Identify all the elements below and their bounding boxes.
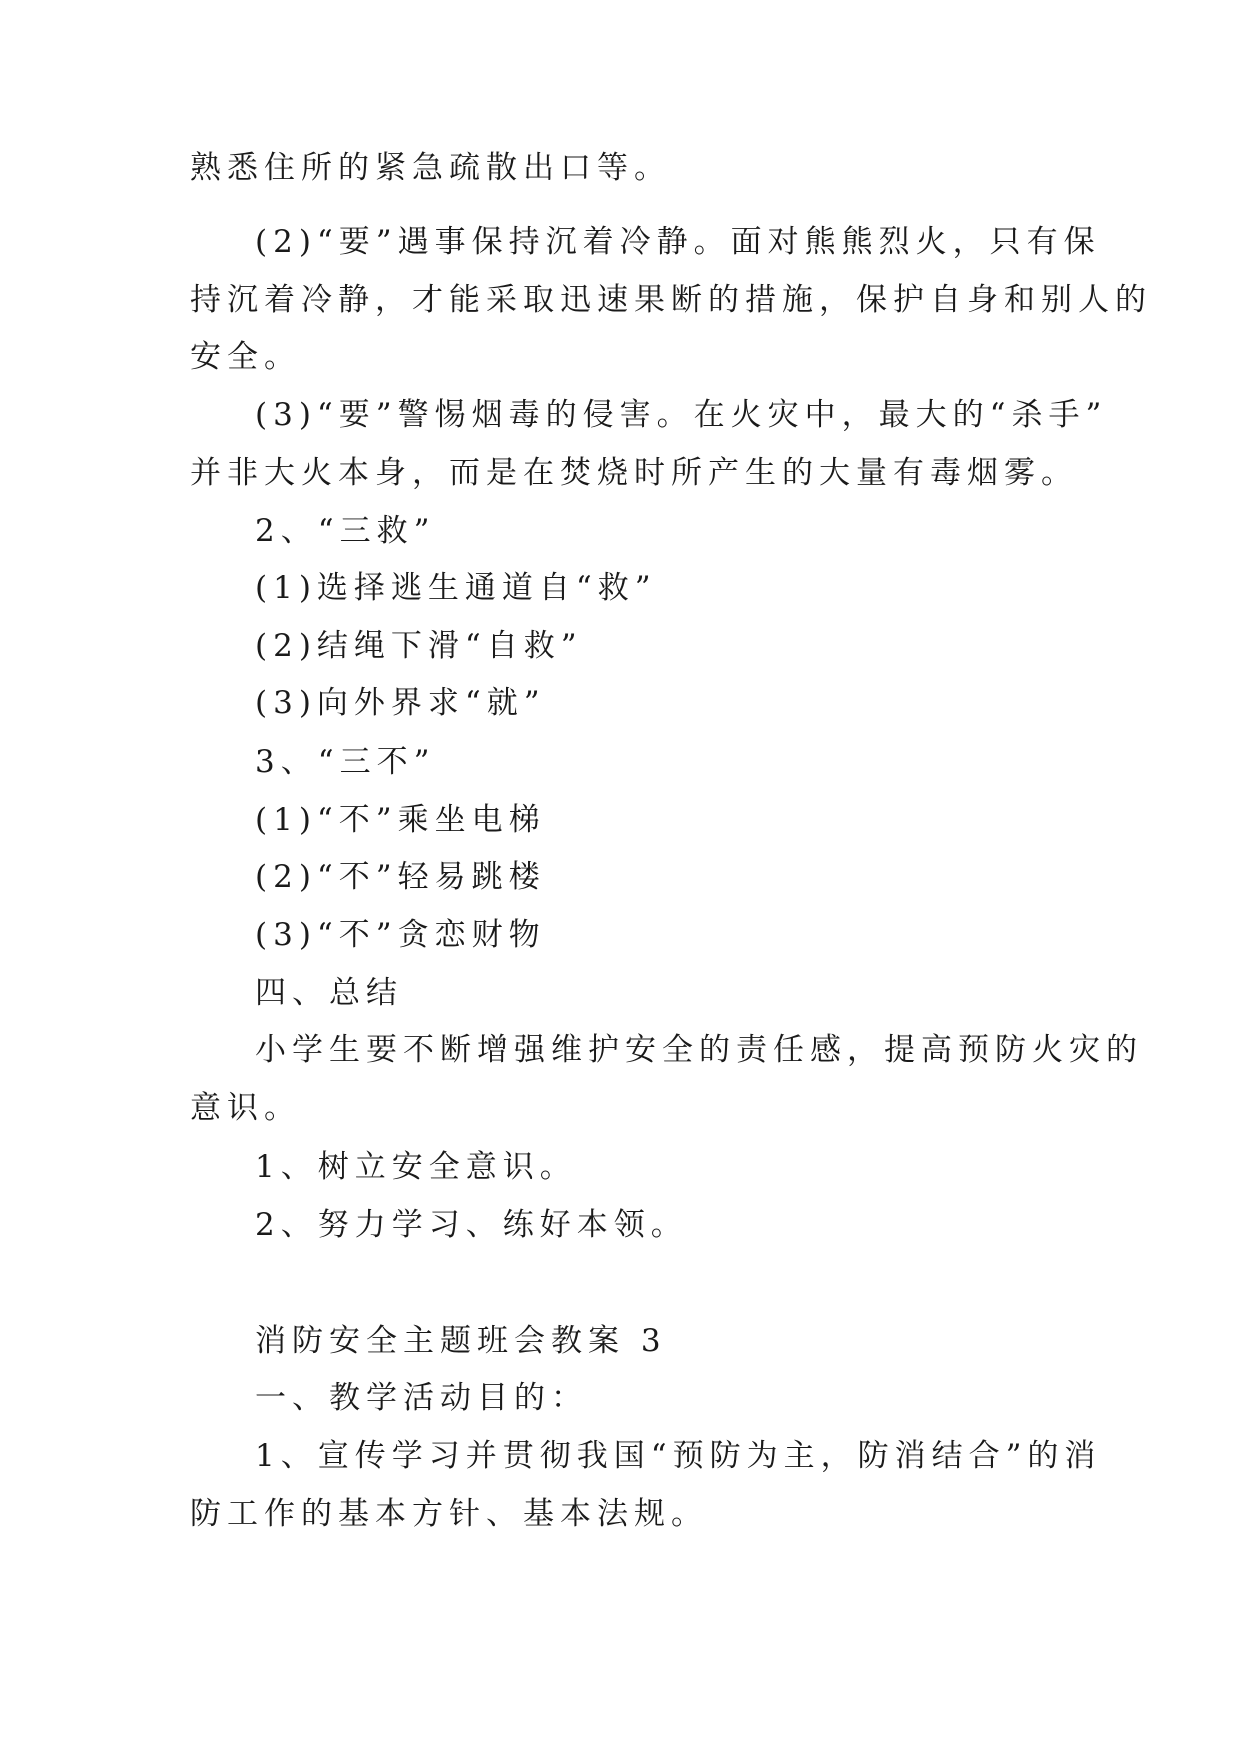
text-line: 并非大火本身，而是在焚烧时所产生的大量有毒烟雾。 — [190, 455, 1078, 491]
text-line: (3)“要”警惕烟毒的侵害。在火灾中，最大的“杀手” — [255, 397, 1108, 433]
text-line: 1、树立安全意识。 — [255, 1149, 577, 1185]
section-heading: 一、教学活动目的： — [255, 1380, 588, 1416]
section-heading: 四、总结 — [255, 975, 403, 1011]
text-line: 安全。 — [190, 339, 301, 375]
section-heading: 2、“三救” — [255, 513, 436, 549]
text-line: (3)“不”贪恋财物 — [255, 917, 546, 953]
document-title: 消防安全主题班会教案 3 — [255, 1323, 667, 1359]
text-line: 1、宣传学习并贯彻我国“预防为主，防消结合”的消 — [255, 1438, 1102, 1474]
section-heading: 3、“三不” — [255, 744, 436, 780]
text-line: (1)选择逃生通道自“救” — [255, 570, 657, 606]
text-line: 小学生要不断增强维护安全的责任感，提高预防火灾的 — [255, 1032, 1143, 1068]
text-line: (3)向外界求“就” — [255, 685, 546, 721]
text-line: 防工作的基本方针、基本法规。 — [190, 1496, 708, 1532]
text-line: (1)“不”乘坐电梯 — [255, 802, 546, 838]
text-line: (2)结绳下滑“自救” — [255, 628, 583, 664]
text-line: 意识。 — [190, 1090, 301, 1126]
text-line: (2)“不”轻易跳楼 — [255, 859, 546, 895]
text-line: 熟悉住所的紧急疏散出口等。 — [190, 150, 671, 186]
text-line: (2)“要”遇事保持沉着冷静。面对熊熊烈火，只有保 — [255, 224, 1101, 260]
text-line: 2、努力学习、练好本领。 — [255, 1207, 688, 1243]
text-line: 持沉着冷静，才能采取迅速果断的措施，保护自身和别人的 — [190, 282, 1152, 318]
